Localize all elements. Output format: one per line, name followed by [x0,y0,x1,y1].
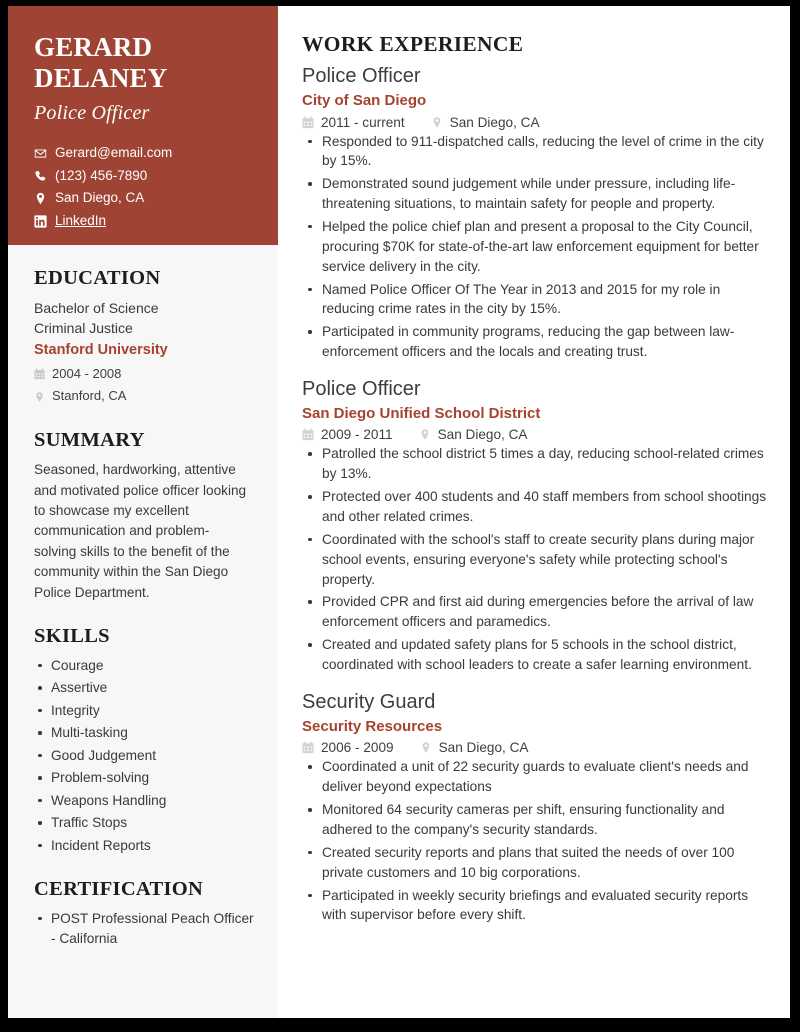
calendar-icon [302,116,314,129]
list-item: Created security reports and plans that suited the needs of over 100 private customers and 10 big corporations. [302,843,772,883]
list-item: Provided CPR and first aid during emergencies before the arrival of law enforcement officers and paramedics. [302,592,772,632]
job-entry [302,63,772,362]
list-item: POST Professional Peach Officer - California [34,909,254,949]
job-dates: 2006 - 2009 [321,740,394,756]
job-meta [302,740,772,755]
location-pin-icon [431,116,443,129]
skills-list [34,656,254,856]
section-skills [34,625,254,856]
job-role: Security Guard [302,690,436,713]
job-role: Police Officer [302,377,421,400]
sidebar-header [8,6,278,245]
job-location: San Diego, CA [437,427,528,443]
list-item: Responded to 911-dispatched calls, reducing the level of crime in the city by 15%. [302,132,772,172]
resume-paper [8,6,790,1018]
job-dates-group [302,740,394,755]
contact-label-email: Gerard@email.com [55,144,173,160]
job-meta [302,115,772,130]
calendar-icon [34,368,45,380]
location-pin-icon [34,192,47,205]
list-item: Coordinated with the school's staff to create security plans during major school events, ensuring everyone's safety while protecting school's property. [302,530,772,590]
job-dates-group [302,427,393,442]
candidate-headline: Police Officer [34,101,150,124]
work-experience-heading: WORK EXPERIENCE [302,32,524,56]
summary-heading: SUMMARY [34,429,145,452]
education-location-row [34,386,254,407]
list-item: Monitored 64 security cameras per shift, ensuring functionality and adhered to the company's security standards. [302,800,772,840]
contact-item-location [34,188,254,209]
certification-list [34,909,254,949]
list-item: Named Police Officer Of The Year in 2013 and 2015 for my role in reducing crime rates in the city by 15%. [302,280,772,320]
contact-label-linkedin[interactable]: LinkedIn [55,213,107,229]
job-location-group [431,115,540,130]
envelope-icon [34,147,47,160]
list-item: Courage [34,656,254,676]
job-company: San Diego Unified School District [302,404,541,422]
main-column [278,6,790,1018]
calendar-icon [302,428,314,441]
list-item: Participated in weekly security briefings and evaluated security reports with supervisor before every shift. [302,886,772,926]
job-bullets [302,132,772,362]
section-certification [34,878,254,949]
calendar-icon [302,741,314,754]
job-company: City of San Diego [302,92,427,109]
candidate-name: GERARD DELANEY [34,32,168,94]
linkedin-icon [34,215,47,228]
education-dates: 2004 - 2008 [52,365,122,381]
education-location: Stanford, CA [52,388,127,404]
sidebar-body [8,245,278,981]
job-entry [302,376,772,675]
list-item: Created and updated safety plans for 5 schools in the school district, coordinated with school leaders to create a safer learning environment. [302,635,772,675]
job-bullets [302,444,772,674]
contact-list [34,143,254,233]
job-location-group [420,740,529,755]
job-meta [302,427,772,442]
contact-item-phone[interactable] [34,166,254,187]
list-item: Coordinated a unit of 22 security guards to evaluate client's needs and deliver beyond expectations [302,757,772,797]
list-item: Multi-tasking [34,723,254,743]
contact-label-location: San Diego, CA [55,190,145,206]
section-education [34,267,254,407]
list-item: Traffic Stops [34,813,254,833]
job-location: San Diego, CA [449,114,540,130]
job-company: Security Resources [302,717,443,735]
contact-item-email[interactable] [34,143,254,164]
list-item: Helped the police chief plan and present a proposal to the City Council, procuring $70K for state-of-the-art law enforcement equipment for better service delivery in the city. [302,217,772,277]
list-item: Weapons Handling [34,791,254,811]
phone-icon [34,170,47,183]
certification-heading: CERTIFICATION [34,877,204,900]
job-entry [302,689,772,925]
education-school: Stanford University [34,341,168,358]
list-item: Demonstrated sound judgement while under pressure, including life-threatening situations, to maintain safety for people and property. [302,174,772,214]
job-bullets [302,757,772,925]
job-dates: 2009 - 2011 [321,427,393,443]
list-item: Integrity [34,701,254,721]
summary-text: Seasoned, hardworking, attentive and motivated police officer looking to showcase my excellent communication and problem- solving skills to the benefit of the community within the San Diego Police Department. [34,462,247,600]
list-item: Participated in community programs, reducing the gap between law-enforcement officers and the locals and creating trust. [302,322,772,362]
location-pin-icon [419,428,431,441]
education-heading: EDUCATION [34,267,161,289]
section-summary [34,429,254,603]
list-item: Problem-solving [34,768,254,788]
education-dates-row [34,364,254,385]
education-field: Criminal Justice [34,320,133,337]
job-dates-group [302,115,405,130]
skills-heading: SKILLS [34,624,110,647]
job-dates: 2011 - current [321,114,405,130]
education-degree: Bachelor of Science [34,300,159,316]
list-item: Patrolled the school district 5 times a day, reducing school-related crimes by 13%. [302,444,772,484]
job-role: Police Officer [302,65,421,87]
location-pin-icon [34,391,45,403]
list-item: Assertive [34,678,254,698]
job-location: San Diego, CA [438,740,529,756]
sidebar [8,6,278,1018]
list-item: Incident Reports [34,836,254,856]
location-pin-icon [420,741,432,754]
list-item: Protected over 400 students and 40 staff members from school shootings and other related crimes. [302,487,772,527]
contact-item-linkedin[interactable] [34,211,254,232]
list-item: Good Judgement [34,746,254,766]
contact-label-phone: (123) 456-7890 [55,167,148,183]
job-location-group [419,427,528,442]
